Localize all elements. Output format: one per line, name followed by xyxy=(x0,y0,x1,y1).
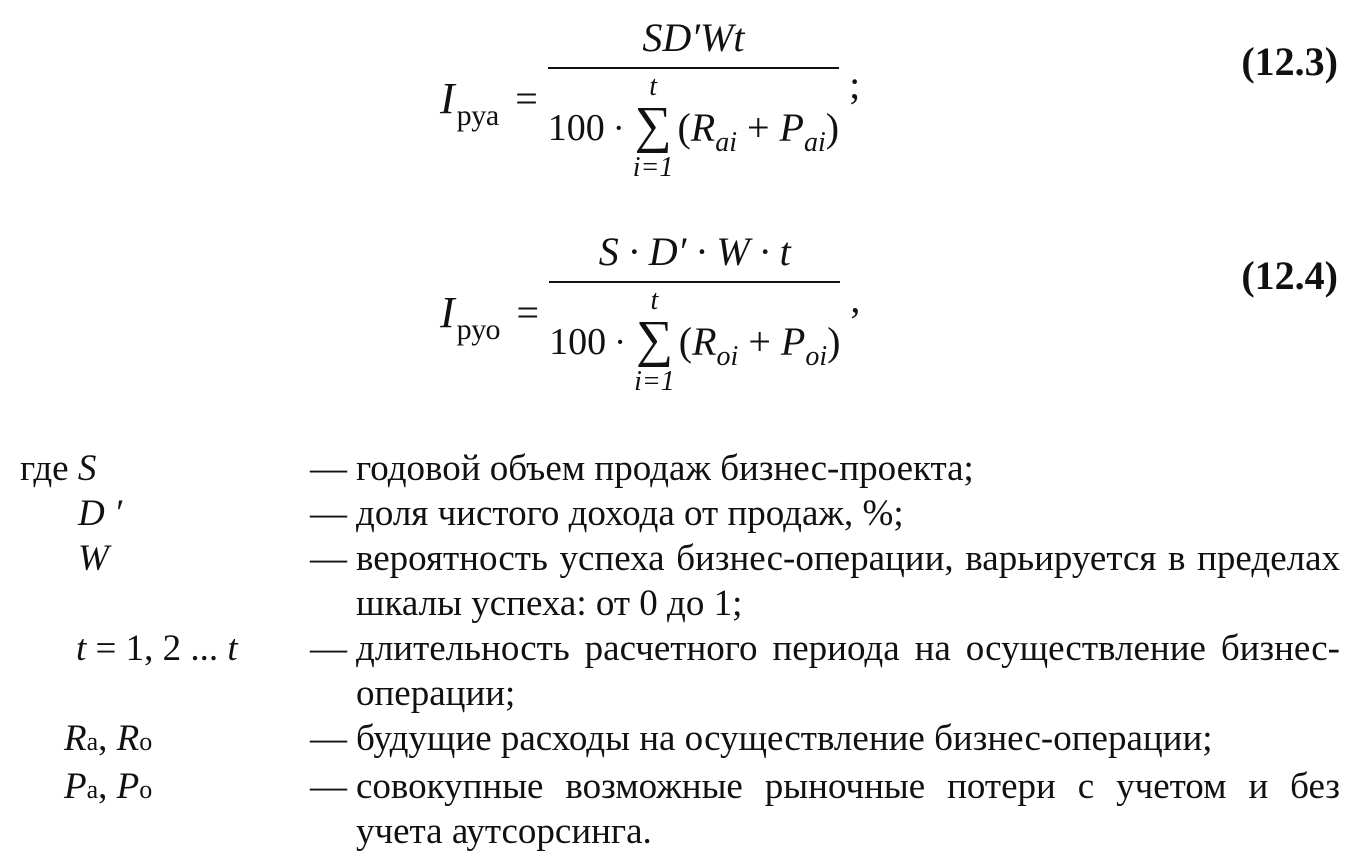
sum-term xyxy=(677,104,840,159)
coefficient: 100 xyxy=(549,320,607,363)
definition-row xyxy=(20,491,1340,536)
definition-term: t = 1, 2 ... t xyxy=(76,628,238,669)
definition-row xyxy=(20,764,1340,854)
trailing-punct: , xyxy=(850,275,861,321)
trailing-punct: ; xyxy=(849,61,861,107)
definition-term: Rа, Rо xyxy=(64,718,153,759)
definition-row xyxy=(20,716,1340,764)
numerator: S · D′ · W · t xyxy=(598,229,791,274)
plus-sign: + xyxy=(736,105,780,151)
definition-text: совокупные возможные рыночные потери с учетом и без учета аутсорсинга. xyxy=(356,766,1340,852)
definition-text: вероятность успеха бизнес-операции, варьируется в пределах шкалы успеха: от 0 до 1; xyxy=(356,538,1340,624)
sum-upper-limit: t xyxy=(649,71,657,102)
equation-number: (12.3) xyxy=(1241,39,1338,84)
symbol-i: I xyxy=(440,287,455,337)
denominator xyxy=(548,69,839,182)
sum-lower-limit: i=1 xyxy=(634,366,675,398)
symbol-i: I xyxy=(440,73,455,123)
equals-sign: = xyxy=(516,289,540,335)
definition-term: W xyxy=(78,538,109,579)
term-p-sub: ai xyxy=(803,127,826,159)
term-p-sub: oi xyxy=(805,341,828,373)
left-paren: ( xyxy=(677,105,691,151)
summation xyxy=(633,73,674,182)
symbol-subscript: руа xyxy=(456,98,500,132)
summation xyxy=(634,287,675,396)
lead-word: где xyxy=(20,448,69,489)
definition-text: доля чистого дохода от продаж, %; xyxy=(356,493,904,534)
coefficient: 100 xyxy=(547,106,605,149)
formula-12-4 xyxy=(440,228,860,396)
plus-sign: + xyxy=(738,319,781,365)
sigma-icon: ∑ xyxy=(634,97,672,154)
term-r: R xyxy=(690,105,716,151)
equation-number: (12.4) xyxy=(1241,253,1338,298)
fraction xyxy=(548,14,839,182)
denominator xyxy=(549,283,840,396)
left-paren: ( xyxy=(678,319,693,365)
fraction xyxy=(549,228,840,396)
dash: — xyxy=(310,628,347,669)
dash: — xyxy=(310,718,347,759)
right-paren: ) xyxy=(825,105,840,151)
dash: — xyxy=(310,538,347,579)
formula-12-3 xyxy=(440,14,860,182)
term-p: P xyxy=(780,319,806,365)
equals-sign: = xyxy=(515,75,538,121)
symbol-subscript: руо xyxy=(456,312,501,346)
definition-desc xyxy=(310,626,1340,716)
sum-term xyxy=(678,318,841,373)
term-p: P xyxy=(779,105,804,151)
definition-text: годовой объем продаж бизнес-проекта; xyxy=(356,448,974,489)
definition-desc xyxy=(310,491,1340,536)
definition-text: длительность расчетного периода на осуществление бизнес-операции; xyxy=(356,628,1340,714)
definition-row xyxy=(20,536,1340,626)
definition-row xyxy=(20,446,1340,491)
sum-lower-limit: i=1 xyxy=(632,152,674,184)
multiply-dot: · xyxy=(614,321,627,362)
dash: — xyxy=(310,448,347,489)
definition-desc xyxy=(310,446,1340,491)
right-paren: ) xyxy=(827,319,841,365)
sum-upper-limit: t xyxy=(650,285,659,316)
formula-lhs xyxy=(440,73,500,132)
definition-desc xyxy=(310,716,1340,761)
term-r-sub: oi xyxy=(716,341,739,373)
definition-desc xyxy=(310,536,1340,626)
dash: — xyxy=(310,493,347,534)
dash: — xyxy=(310,766,347,807)
definition-term: Pа, Pо xyxy=(64,766,153,807)
definitions-list xyxy=(20,446,1340,854)
term-r: R xyxy=(692,319,717,365)
definition-desc xyxy=(310,764,1340,854)
sigma-icon: ∑ xyxy=(635,311,673,368)
definition-term: D ′ xyxy=(78,493,123,534)
numerator: SD′Wt xyxy=(642,15,745,60)
multiply-dot: · xyxy=(612,107,625,148)
formula-lhs xyxy=(440,287,501,346)
definition-text: будущие расходы на осуществление бизнес-операции; xyxy=(356,718,1213,759)
definition-row xyxy=(20,626,1340,716)
definition-term: где S xyxy=(20,448,97,489)
term-r-sub: ai xyxy=(715,127,737,159)
